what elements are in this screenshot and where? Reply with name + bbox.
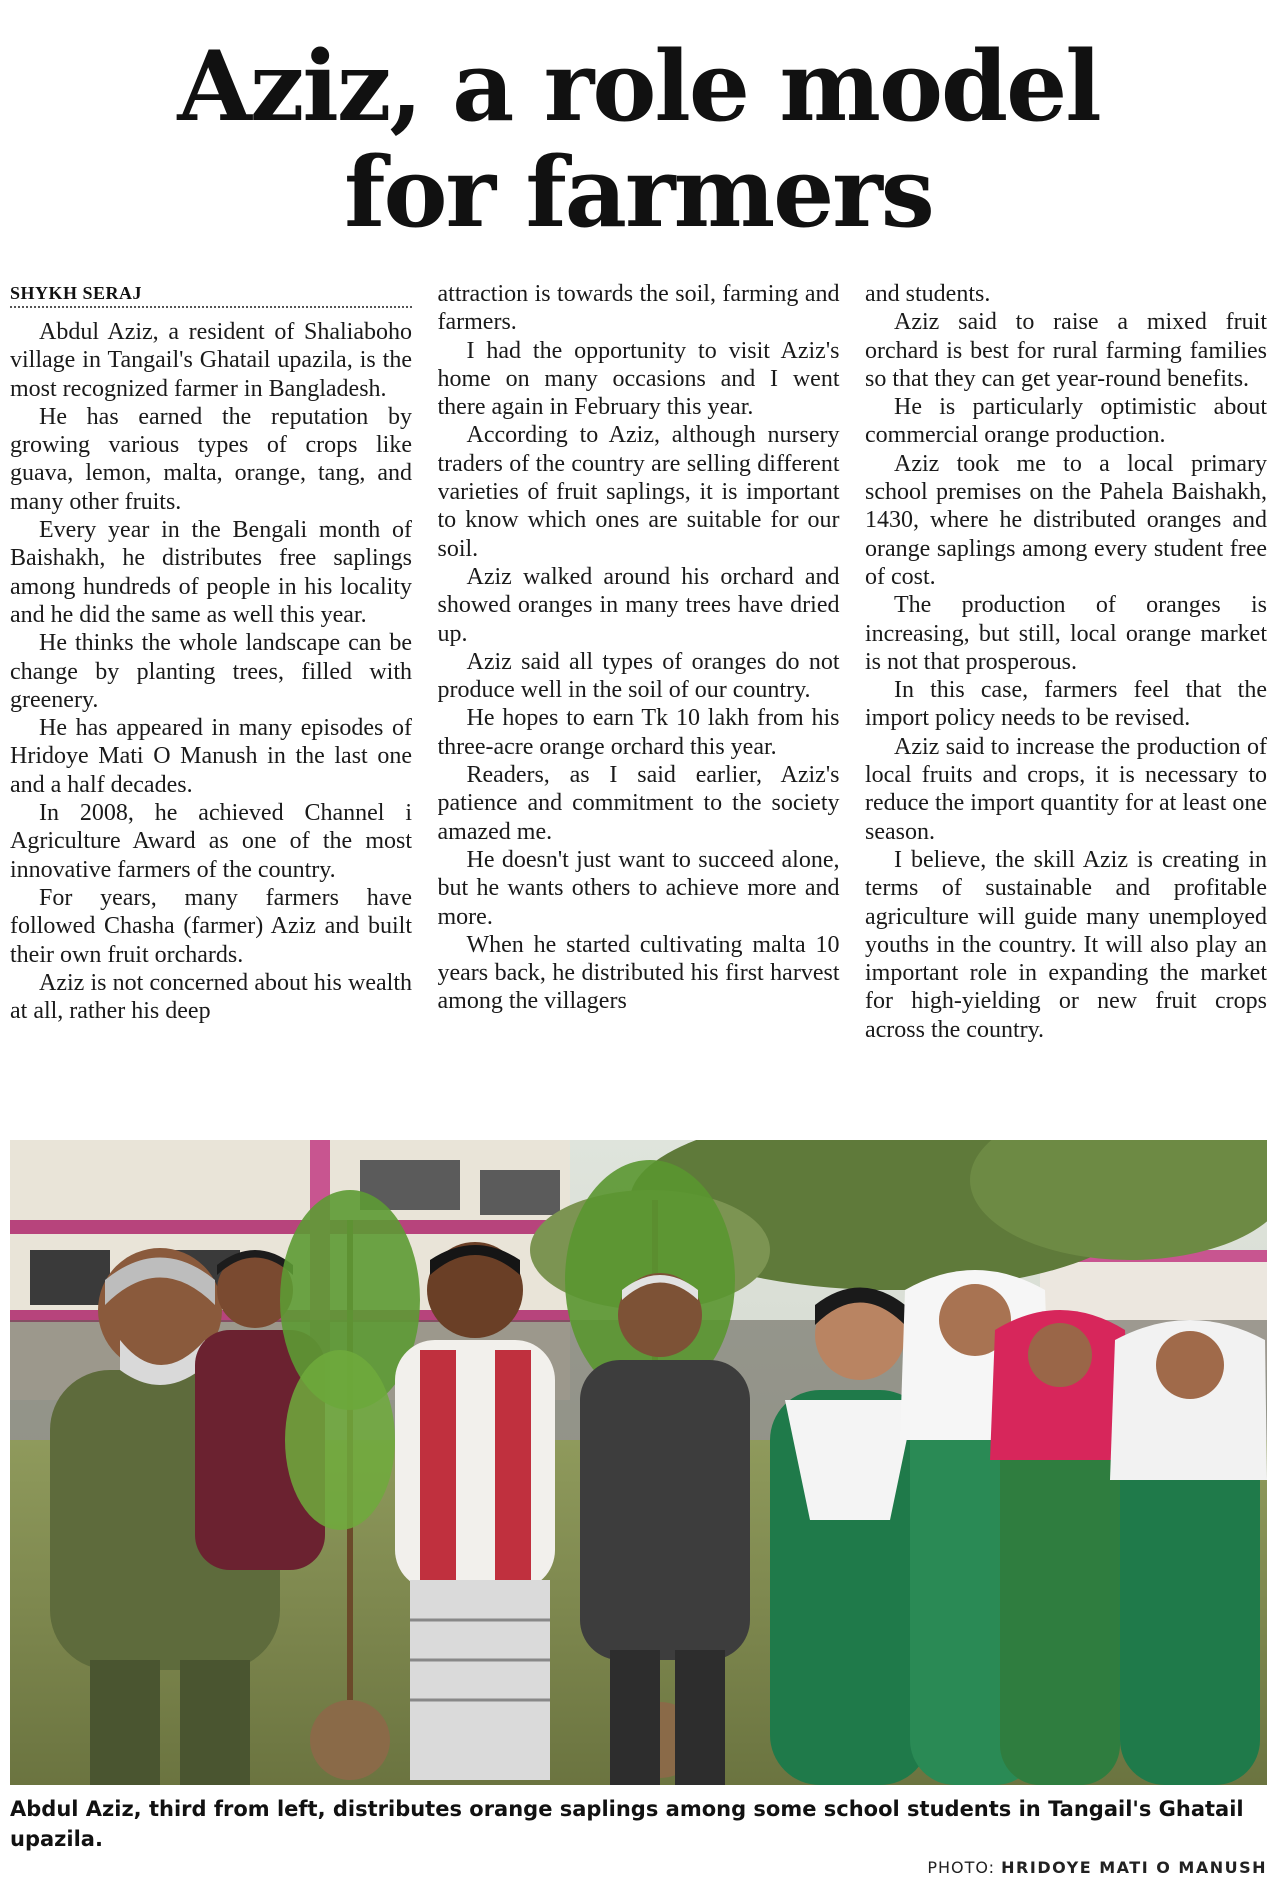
paragraph: He is particularly optimistic about commercial orange production.	[865, 394, 1267, 449]
paragraph: He doesn't just want to succeed alone, but he wants others to achieve more and more.	[437, 846, 840, 930]
byline: SHYKH SERAJ	[10, 280, 412, 308]
photo-credit	[927, 1858, 1267, 1877]
paragraph: He thinks the whole landscape can be change by planting trees, filled with greenery.	[10, 630, 412, 713]
photo-caption: Abdul Aziz, third from left, distributes orange saplings among some school students in Tangail's Ghatail upazila.	[10, 1797, 1244, 1851]
headline-line-2: for farmers	[344, 136, 933, 249]
headline-line-1: Aziz, a role model	[177, 30, 1100, 143]
article-body	[10, 280, 1267, 1105]
paragraph: He hopes to earn Tk 10 lakh from his three-acre orange orchard this year.	[437, 705, 840, 760]
paragraph: Aziz is not concerned about his wealth at all, rather his deep	[10, 969, 412, 1025]
student-girl	[1110, 1320, 1267, 1785]
paragraph: Aziz took me to a local primary school premises on the Pahela Baishakh, 1430, where he distributed oranges and orange saplings among every student free of cost.	[865, 450, 1267, 590]
column-2	[438, 280, 840, 1105]
photo-illustration	[10, 1140, 1267, 1785]
article-photo	[10, 1140, 1267, 1785]
article-headline	[0, 30, 1277, 249]
paragraph: He has earned the reputation by growing various types of crops like guava, lemon, malta, orange, tang, and many other fruits.	[10, 403, 412, 515]
paragraph: Aziz said to increase the production of local fruits and crops, it is necessary to reduce the import quantity for at least one season.	[865, 733, 1267, 845]
paragraph: In 2008, he achieved Channel i Agriculture Award as one of the most innovative farmers of the country.	[10, 800, 412, 883]
paragraph: He has appeared in many episodes of Hridoye Mati O Manush in the last one and a half decades.	[10, 715, 412, 798]
paragraph: The production of oranges is increasing, but still, local orange market is not that prosperous.	[865, 592, 1267, 675]
paragraph: When he started cultivating malta 10 years back, he distributed his first harvest among the villagers	[437, 931, 840, 1015]
paragraph: and students.	[865, 281, 991, 307]
column-1	[10, 280, 412, 1105]
paragraph: For years, many farmers have followed Chasha (farmer) Aziz and built their own fruit orchards.	[10, 884, 412, 968]
student-girl	[990, 1310, 1130, 1785]
paragraph: I had the opportunity to visit Aziz's home on many occasions and I went there again in February this year.	[437, 337, 840, 421]
paragraph: Aziz said all types of oranges do not produce well in the soil of our country.	[437, 648, 840, 704]
paragraph: Every year in the Bengali month of Baishakh, he distributes free saplings among hundreds of people in his locality and he did the same as well this year.	[10, 517, 412, 628]
photo-credit-label: PHOTO:	[927, 1858, 996, 1877]
column-3	[865, 280, 1267, 1105]
paragraph: In this case, farmers feel that the import policy needs to be revised.	[865, 677, 1267, 732]
paragraph: I believe, the skill Aziz is creating in terms of sustainable and profitable agriculture will guide many unemployed youths in the country. It will also play an important role in expanding the market for high-yielding or new fruit crops across the country.	[865, 846, 1267, 1043]
paragraph: Aziz said to raise a mixed fruit orchard is best for rural farming families so that they can get year-round benefits.	[865, 309, 1267, 392]
paragraph: According to Aziz, although nursery traders of the country are selling different varieties of fruit saplings, it is important to know which ones are suitable for our soil.	[437, 422, 840, 562]
paragraph: Abdul Aziz, a resident of Shaliaboho village in Tangail's Ghatail upazila, is the most recognized farmer in Bangladesh.	[10, 319, 412, 402]
paragraph: attraction is towards the soil, farming and farmers.	[437, 281, 840, 336]
paragraph: Readers, as I said earlier, Aziz's patience and commitment to the society amazed me.	[437, 762, 840, 845]
photo-credit-name: HRIDOYE MATI O MANUSH	[1001, 1858, 1267, 1877]
paragraph: Aziz walked around his orchard and showed oranges in many trees have dried up.	[437, 563, 840, 647]
